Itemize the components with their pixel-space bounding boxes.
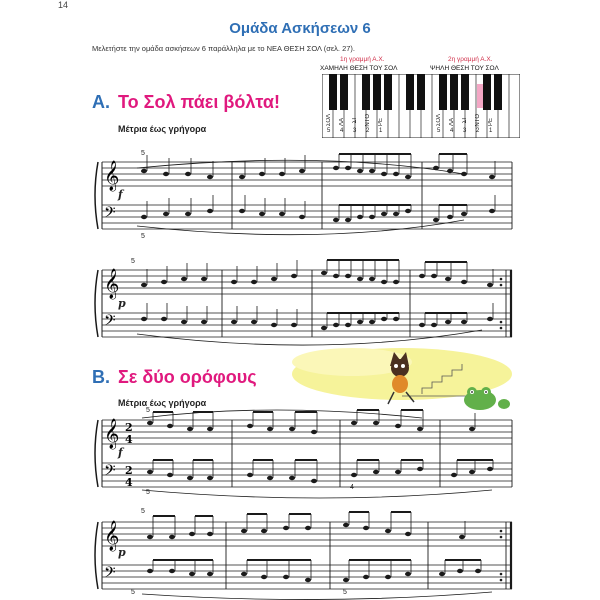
right-position-marker <box>477 84 483 108</box>
bass-staff <box>102 313 512 337</box>
right-hand-label: 2η γραμμή Α.Χ. <box>448 56 493 63</box>
left-key-label: ΡΕ <box>378 118 384 127</box>
finger-number: 1 <box>489 128 493 134</box>
finger-number: 5 <box>131 258 135 265</box>
treble-stems <box>147 154 495 177</box>
treble-notes <box>141 271 493 287</box>
music-system <box>92 408 516 503</box>
brace <box>95 522 98 589</box>
right-key-label: ΛΑ <box>449 118 455 127</box>
music-system <box>92 258 516 353</box>
treble-clef: 𝄞 <box>104 521 120 551</box>
finger-number: 5 <box>437 128 441 134</box>
finger-number: 1 <box>379 128 383 134</box>
left-hand-label: 1η γραμμή Α.Χ. <box>340 56 385 63</box>
slur <box>137 220 464 235</box>
finger-number: 3 <box>463 128 467 134</box>
right-position-label: ΨΗΛΗ ΘΕΣΗ ΤΟΥ ΣΟΛ <box>430 65 499 72</box>
barlines <box>226 522 511 589</box>
section-a-tempo: Μέτρια έως γρήγορα <box>118 124 207 134</box>
bass-clef: 𝄢 <box>104 462 116 483</box>
finger-number: 4 <box>450 128 454 134</box>
left-key-label: ΣΙ <box>352 118 358 124</box>
finger-number: 2 <box>476 128 480 134</box>
svg-text:4: 4 <box>125 476 133 489</box>
slur <box>142 592 492 600</box>
brace <box>95 270 98 337</box>
left-finger-numbers <box>326 128 396 138</box>
dynamic-marking: p <box>118 546 126 559</box>
right-finger-numbers <box>436 128 506 138</box>
frog-icon <box>464 387 510 410</box>
brace <box>95 162 98 229</box>
section-a-letter: Α. <box>92 92 110 112</box>
finger-number: 4 <box>340 128 344 134</box>
music-system <box>92 510 516 600</box>
page-number: 14 <box>58 0 69 10</box>
svg-text:2: 2 <box>125 464 133 477</box>
left-key-label: ΝΤΟ <box>365 114 371 127</box>
time-signature <box>125 421 133 489</box>
bass-staff <box>102 565 512 589</box>
instruction-text: Μελετήστε την ομάδα ασκήσεων 6 παράλληλα με το ΝΕΑ ΘΕΣΗ ΣΟΛ (σελ. 27). <box>92 44 356 53</box>
left-position-label: ΧΑΜΗΛΗ ΘΕΣΗ ΤΟΥ ΣΟΛ <box>320 65 398 72</box>
repeat-dots <box>500 530 503 582</box>
dynamic-marking: f <box>118 188 123 201</box>
section-a-title: Το Σολ πάει βόλτα! <box>118 92 280 112</box>
barlines <box>222 270 511 337</box>
section-b-tempo: Μέτρια έως γρήγορα <box>118 398 207 408</box>
beams <box>327 260 467 262</box>
finger-number: 5 <box>343 589 347 596</box>
finger-number: 2 <box>366 128 370 134</box>
treble-clef: 𝄞 <box>104 419 120 449</box>
finger-number: 5 <box>141 233 145 240</box>
finger-number: 5 <box>131 589 135 596</box>
dynamic-marking: f <box>118 446 123 459</box>
repeat-dots <box>500 278 503 330</box>
finger-number: 5 <box>141 150 145 157</box>
brace <box>95 420 98 487</box>
slur <box>137 330 482 345</box>
section-b-title: Σε δύο ορόφους <box>118 367 257 387</box>
bass-stems <box>147 303 493 328</box>
finger-number: 5 <box>146 407 150 414</box>
slur <box>142 410 422 418</box>
treble-staff <box>102 522 512 546</box>
right-key-label: ΣΟΛ <box>436 114 442 127</box>
beams <box>153 512 411 516</box>
treble-stems <box>153 410 475 432</box>
treble-staff <box>102 420 512 444</box>
cartoon-illustration <box>282 344 512 414</box>
right-key-label: ΝΤΟ <box>475 114 481 127</box>
finger-number: 5 <box>146 489 150 496</box>
finger-number: 4 <box>350 484 354 491</box>
bass-clef: 𝄢 <box>104 564 116 585</box>
dynamic-marking: p <box>118 297 126 310</box>
left-key-label: ΣΟΛ <box>326 114 332 127</box>
finger-number: 5 <box>141 508 145 515</box>
slur <box>142 490 492 498</box>
left-key-label: ΛΑ <box>339 118 345 127</box>
treble-clef: 𝄞 <box>104 161 120 191</box>
svg-text:4: 4 <box>125 433 133 446</box>
bass-stems <box>147 195 495 220</box>
music-system <box>92 150 516 245</box>
section-b-letter: Β. <box>92 367 110 387</box>
bass-clef: 𝄢 <box>104 312 116 333</box>
treble-stems <box>147 260 493 285</box>
page-title: Ομάδα Ασκήσεων 6 <box>229 20 371 37</box>
svg-text:2: 2 <box>125 421 133 434</box>
finger-number: 5 <box>327 128 331 134</box>
bass-staff <box>102 463 512 487</box>
bass-clef: 𝄢 <box>104 204 116 225</box>
treble-clef: 𝄞 <box>104 269 120 299</box>
right-key-label: ΣΙ <box>462 118 468 124</box>
finger-number: 3 <box>353 128 357 134</box>
right-key-label: ΡΕ <box>488 118 494 127</box>
